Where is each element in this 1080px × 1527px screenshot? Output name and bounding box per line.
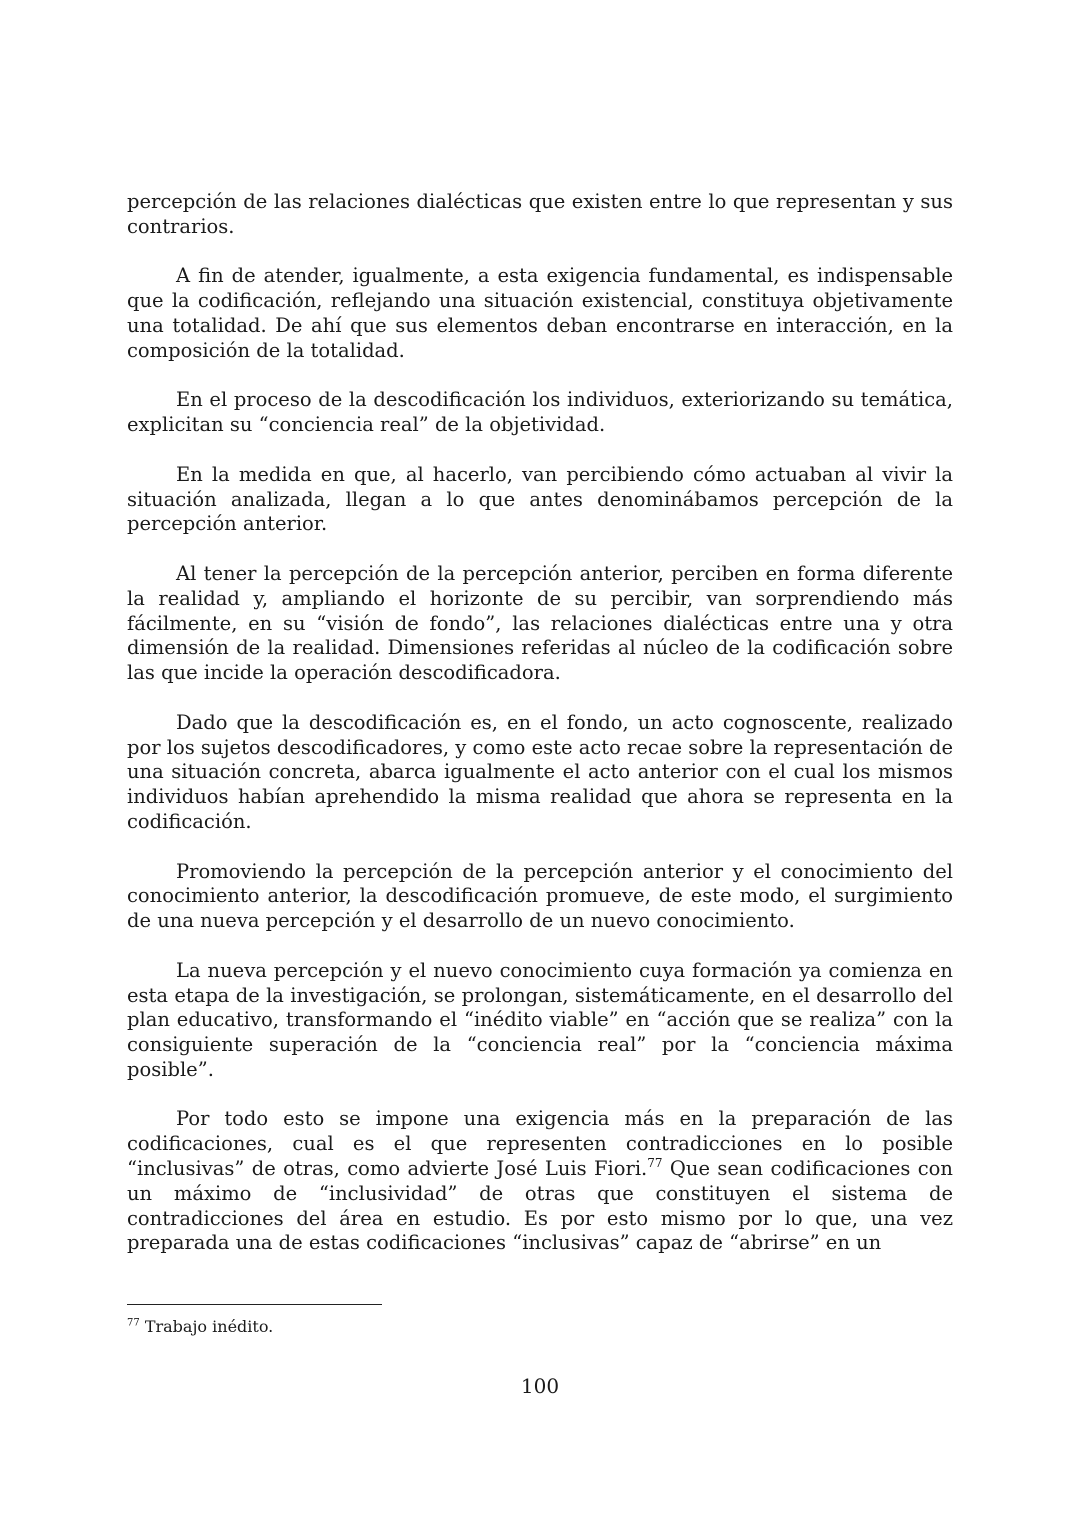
paragraph-9-text-a: Por todo esto se impone una exigencia más en la preparación de las codificaciones, cual es el que representen contradicciones en lo posible “inclusivas” de otras, como advierte José Luis Fiori.: [127, 1107, 953, 1181]
page-body: [127, 190, 953, 1256]
paragraph-9-text-b: Que sean codificaciones con un máximo de “inclusividad” de otras que constituyen el sistema de contradicciones del área en estudio. Es por esto mismo por lo que, una vez preparada una de estas codificaciones “inclusivas” capaz de “abrirse” en un: [127, 1157, 953, 1255]
page-number: 100: [520, 1374, 560, 1398]
footnote-reference[interactable]: 77: [647, 1155, 663, 1170]
paragraph-3: En el proceso de la descodificación los individuos, exteriorizando su temática, explicitan su “conciencia real” de la objetividad.: [127, 388, 953, 437]
paragraph-5: Al tener la percepción de la percepción anterior, perciben en forma diferente la realidad y, ampliando el horizonte de su percibir, van sorprendiendo más fácilmente, en su “visión de fondo”, las relaciones dialécticas entre una y otra dimensión de la realidad. Dimensiones referidas al núcleo de la codificación sobre las que incide la operación descodificadora.: [127, 561, 953, 685]
paragraph-8: La nueva percepción y el nuevo conocimiento cuya formación ya comienza en esta etapa de la investigación, se prolongan, sistemáticamente, en el desarrollo del plan educativo, transformando el “inédito viable” en “acción que se realiza” con la consiguiente superación de la “conciencia real” por la “conciencia máxima posible”.: [127, 958, 953, 1081]
paragraph-4: En la medida en que, al hacerlo, van percibiendo cómo actuaban al vivir la situación analizada, llegan a lo que antes denominábamos percepción de la percepción anterior.: [127, 462, 953, 536]
footnote: [127, 1316, 273, 1338]
paragraph-9: [127, 1107, 953, 1256]
paragraph-6: Dado que la descodificación es, en el fondo, un acto cognoscente, realizado por los sujetos descodificadores, y como este acto recae sobre la representación de una situación concreta, abarca igualmente el acto anterior con el cual los mismos individuos habían aprehendido la misma realidad que ahora se representa en la codificación.: [127, 710, 954, 833]
paragraph-2: A fin de atender, igualmente, a esta exigencia fundamental, es indispensable que la codificación, reflejando una situación existencial, constituya objetivamente una totalidad. De ahí que sus elementos deban encontrarse en interacción, en la composición de la totalidad.: [127, 264, 953, 362]
footnote-text: Trabajo inédito.: [139, 1317, 274, 1336]
paragraph-1: percepción de las relaciones dialécticas que existen entre lo que representan y sus contrarios.: [127, 190, 953, 238]
footnote-divider: [127, 1304, 382, 1305]
footnote-number: 77: [127, 1317, 140, 1329]
paragraph-7: Promoviendo la percepción de la percepción anterior y el conocimiento del conocimiento anterior, la descodificación promueve, de este modo, el surgimiento de una nueva percepción y el desarrollo de un nuevo conocimiento.: [127, 859, 953, 933]
